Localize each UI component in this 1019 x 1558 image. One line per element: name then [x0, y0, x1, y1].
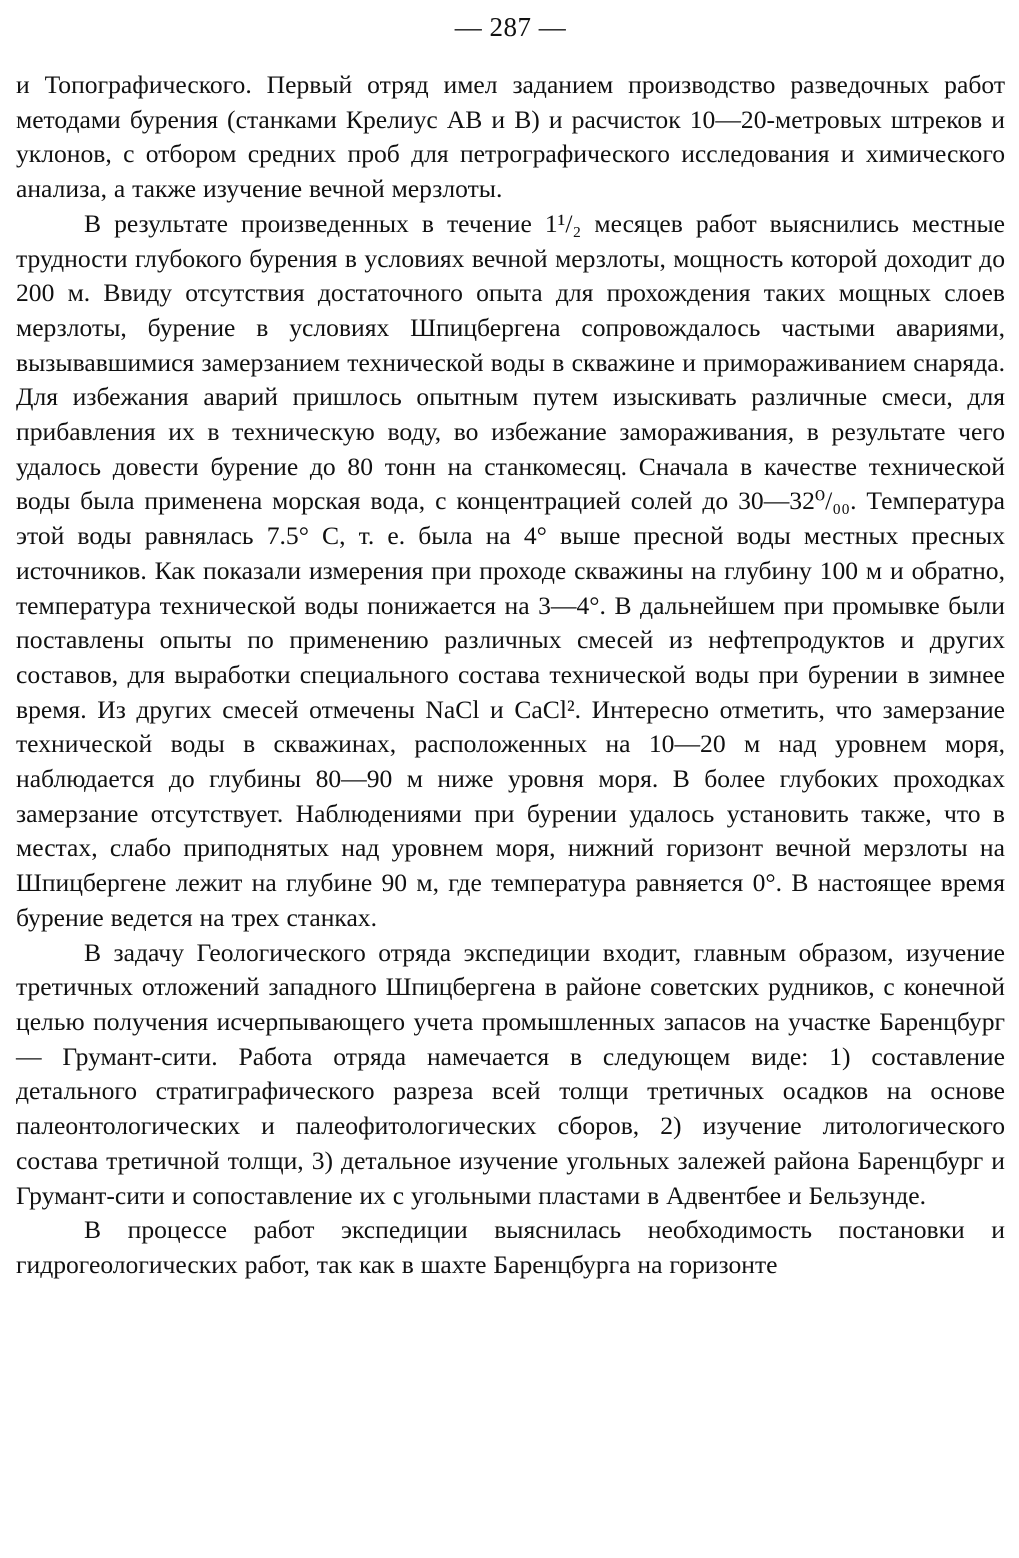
body-text — [16, 68, 1005, 1283]
paragraph-2: В результате произведенных в течение 1¹/₂ месяцев работ выяснились местные трудности глубокого бурения в условиях вечной мерзлоты, мощность которой доходит до 200 м. Ввиду отсутствия достаточного опыта для прохождения таких мощных слоев мерзлоты, бурение в условиях Шпицбергена сопровождалось частыми авариями, вызывавшимися замерзанием технической воды в скважине и примораживанием снаряда. Для избежания аварий пришлось опытным путем изыскивать различные смеси, для прибавления их в техническую воду, во избежание замораживания, в результате чего удалось довести бурение до 80 тонн на станкомесяц. Сначала в качестве технической воды была применена морская вода, с концентрацией солей до 30—32⁰/₀₀. Температура этой воды равнялась 7.5° С, т. е. была на 4° выше пресной воды местных пресных источников. Как показали измерения при проходе скважины на глубину 100 м и обратно, температура технической воды понижается на 3—4°. В дальнейшем при промывке были поставлены опыты по применению различных смесей из нефтепродуктов и других составов, для выработки специального состава технической воды при бурении в зимнее время. Из других смесей отмечены NaCl и CaCl². Интересно отметить, что замерзание технической воды в скважинах, расположенных на 10—20 м над уровнем моря, наблюдается до глубины 80—90 м ниже уровня моря. В более глубоких проходках замерзание отсутствует. Наблюдениями при бурении удалось установить также, что в местах, слабо приподнятых над уровнем моря, нижний горизонт вечной мерзлоты на Шпицбергене лежит на глубине 90 м, где температура равняется 0°. В настоящее время бурение ведется на трех станках. — [16, 208, 1005, 932]
paragraph-3: В задачу Геологического отряда экспедиции входит, главным образом, изучение третичных отложений западного Шпицбергена в районе советских рудников, с конечной целью получения исчерпывающего учета промышленных запасов на участке Баренцбург — Грумант-сити. Работа отряда намечается в следующем виде: 1) составление детального стратиграфического разреза всей толщи третичных осадков на основе палеонтологических и палеофитологических сборов, 2) изучение литологического состава третичной толщи, 3) детальное изучение угольных залежей района Баренцбург и Грумант-сити и сопоставление их с угольными пластами в Адвентбее и Бельзунде. — [16, 937, 1005, 1210]
paragraph-1: и Топографического. Первый отряд имел заданием производство разведочных работ методами бурения (станками Крелиус АВ и В) и расчисток 10—20-метровых штреков и уклонов, с отбором средних проб для петрографического исследования и химического анализа, а также изучение вечной мерзлоты. — [16, 70, 1005, 204]
page-number: — 287 — — [454, 12, 567, 42]
paragraph-4: В процессе работ экспедиции выяснилась необходимость постановки и гидрогеологических работ, так как в шахте Баренцбурга на горизонте — [16, 1215, 1005, 1279]
